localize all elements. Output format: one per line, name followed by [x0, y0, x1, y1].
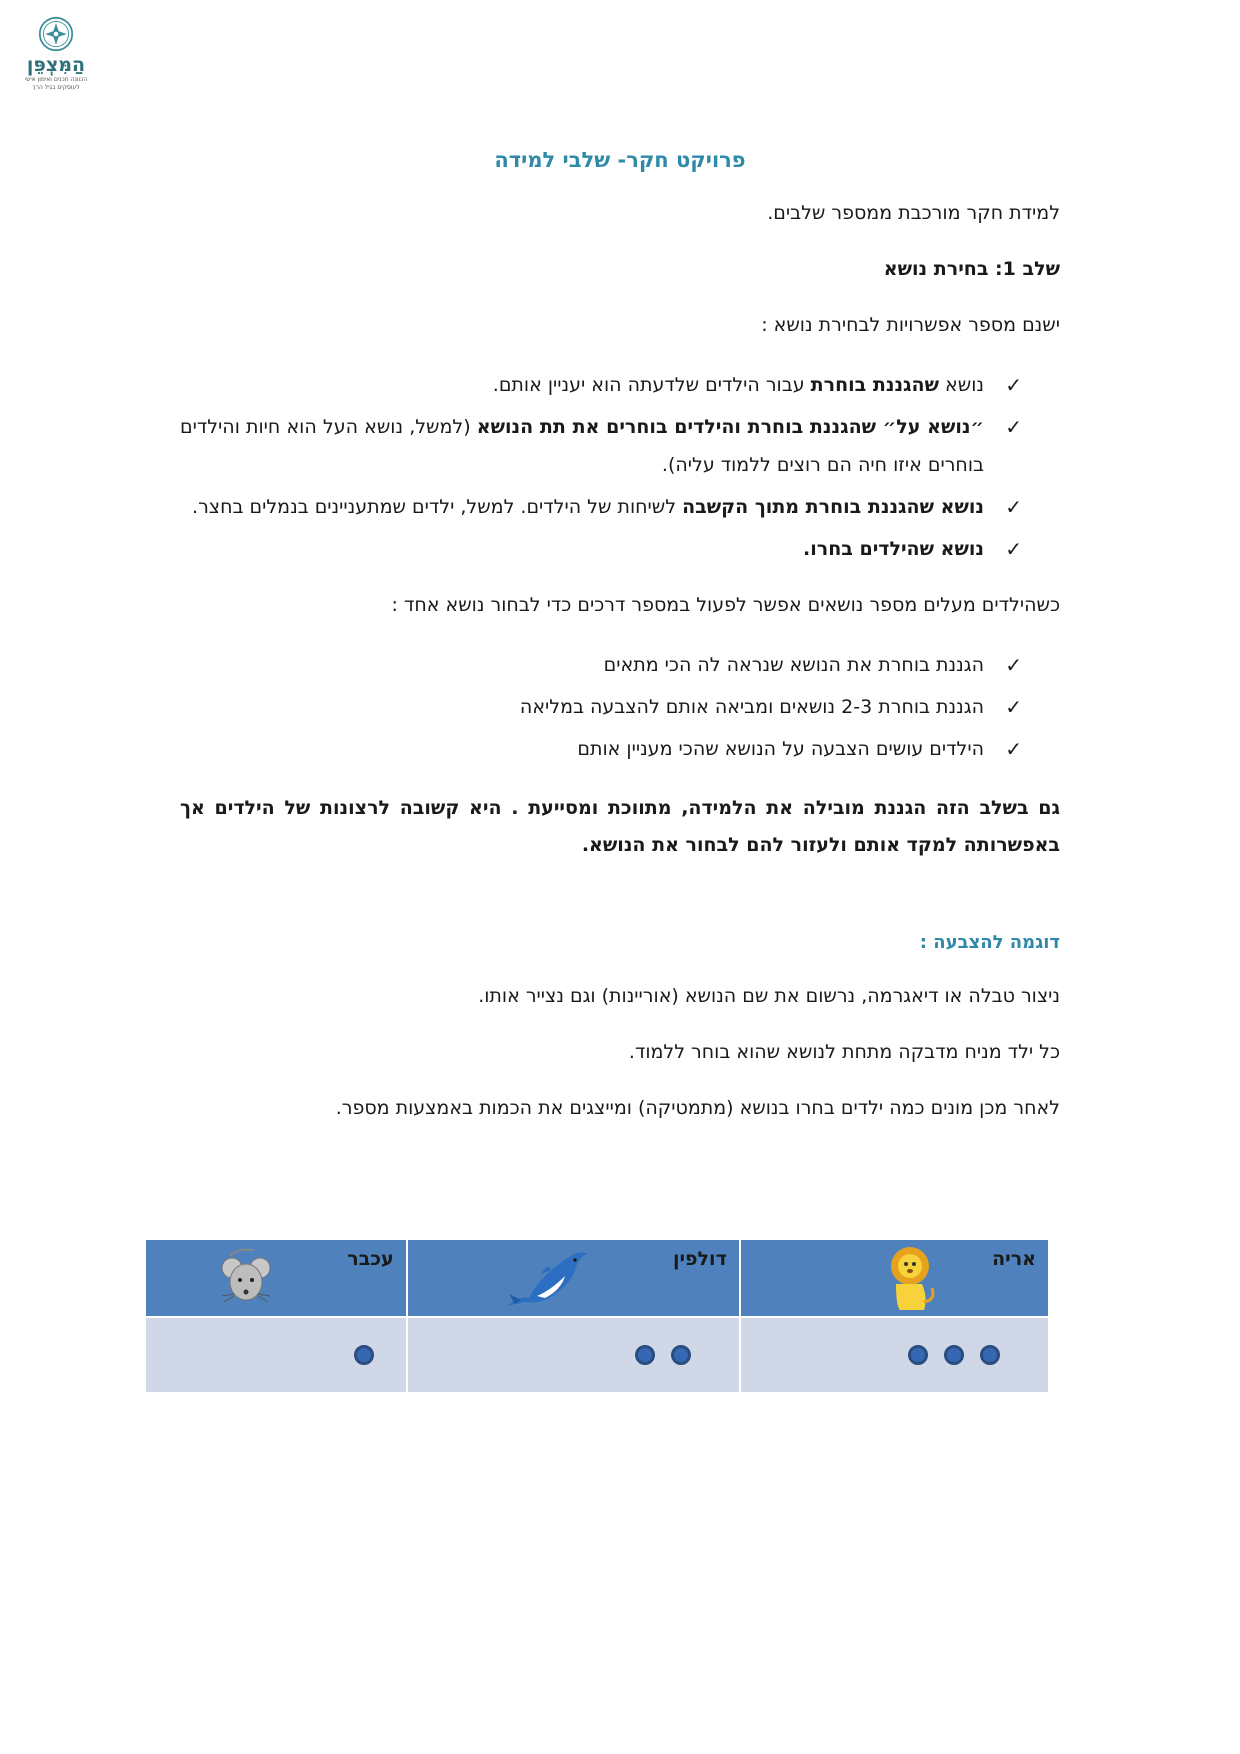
way-text: הגננת בוחרת את הנושא שנראה לה הכי מתאים: [603, 654, 984, 676]
summary-paragraph: גם בשלב הזה הגננת מובילה את הלמידה, מתווכת ומסייעת . היא קשובה לרצונות של הילדים אך באפשרותה למקד אותם ולעזור להם לבחור את הנושא.: [180, 797, 1060, 856]
logo-tagline-2: לעוסקים בגיל הרך: [32, 84, 80, 91]
way-text: הגננת בוחרת 2-3 נושאים ומביאה אותם להצבעה במליאה: [519, 696, 984, 718]
list-item: [180, 646, 1060, 684]
option-bold: ״נושא על״ שהגננת בוחרת והילדים בוחרים את תת הנושא: [476, 416, 984, 438]
multi-lead: כשהילדים מעלים מספר נושאים אפשר לפעול במספר דרכים כדי לבחור נושא אחד :: [391, 594, 1060, 616]
column-label: אריה: [992, 1248, 1036, 1270]
list-item: [180, 688, 1060, 726]
check-mark-icon: ✓: [1005, 653, 1022, 677]
check-mark-icon: ✓: [1005, 695, 1022, 719]
votes-cell-lion: [740, 1317, 1049, 1393]
votes-cell-mouse: [145, 1317, 407, 1393]
mouse-icon: [214, 1246, 278, 1306]
option-text: [493, 374, 984, 396]
list-item: [180, 366, 1060, 404]
vote-sticker: [980, 1345, 1000, 1365]
vote-sticker: [944, 1345, 964, 1365]
option-post: לשיחות של הילדים. למשל, ילדים שמתעניינים בנמלים בחצר.: [192, 496, 683, 518]
check-mark-icon: ✓: [1005, 737, 1022, 761]
column-header-dolphin: [407, 1239, 740, 1317]
vote-sticker: [635, 1345, 655, 1365]
logo-name: הַמִּצְפֵּן: [26, 54, 86, 76]
ways-list: [180, 646, 1060, 768]
check-mark-icon: ✓: [1005, 537, 1022, 561]
options-list: [180, 366, 1060, 568]
document-body: [180, 140, 1060, 1149]
vote-dots: [900, 1318, 1008, 1392]
option-text: [180, 416, 984, 476]
list-item: [180, 408, 1060, 484]
option-bold: שהגננת בוחרת: [810, 374, 939, 396]
check-mark-icon: ✓: [1005, 495, 1022, 519]
vote-sticker: [671, 1345, 691, 1365]
check-mark-icon: ✓: [1005, 373, 1022, 397]
list-item: [180, 530, 1060, 568]
logo-tagline: הכוונה תכנים ואימון אישי: [24, 76, 88, 83]
example-heading: דוגמה להצבעה :: [919, 932, 1060, 953]
option-text: [803, 538, 984, 560]
vote-dots: [346, 1318, 382, 1392]
list-item: [180, 488, 1060, 526]
logo: [16, 16, 96, 92]
way-text: הילדים עושים הצבעה על הנושא שהכי מעניין אותם: [577, 738, 984, 760]
table-row: [145, 1317, 1049, 1393]
option-bold: נושא שהילדים בחרו.: [803, 538, 984, 560]
stage-heading: שלב 1: בחירת נושא: [883, 258, 1060, 280]
vote-table: [144, 1238, 1050, 1394]
vote-sticker: [354, 1345, 374, 1365]
vote-sticker: [908, 1345, 928, 1365]
option-text: [192, 496, 984, 518]
example-step: לאחר מכן מונים כמה ילדים בחרו בנושא (מתמטיקה) ומייצגים את הכמות באמצעות מספר.: [335, 1097, 1060, 1119]
table-header-row: [145, 1239, 1049, 1317]
votes-cell-dolphin: [407, 1317, 740, 1393]
column-label: דולפין: [672, 1248, 727, 1270]
list-item: [180, 730, 1060, 768]
check-mark-icon: ✓: [1005, 415, 1022, 439]
column-header-mouse: [145, 1239, 407, 1317]
page-title: פרויקט חקר- שלבי למידה: [494, 148, 746, 172]
intro-paragraph: למידת חקר מורכבת ממספר שלבים.: [767, 202, 1060, 224]
example-step: ניצור טבלה או דיאגרמה, נרשום את שם הנושא (אוריינות) וגם נצייר אותו.: [478, 985, 1060, 1007]
options-lead: ישנם מספר אפשרויות לבחירת נושא :: [761, 314, 1060, 336]
option-post: (למשל, נושא העל הוא חיות והילדים בוחרים איזו חיה הם רוצים ללמוד עליה).: [180, 416, 984, 476]
option-bold: נושא שהגננת בוחרת מתוך הקשבה: [682, 496, 984, 518]
column-header-lion: [740, 1239, 1049, 1317]
option-pre: נושא: [939, 374, 984, 396]
lion-icon: [886, 1244, 938, 1314]
example-step: כל ילד מניח מדבקה מתחת לנושא שהוא בוחר ללמוד.: [628, 1041, 1060, 1063]
column-label: עכבר: [347, 1248, 394, 1270]
compass-flower-icon: [38, 16, 74, 52]
dolphin-icon: [501, 1244, 591, 1312]
vote-dots: [627, 1318, 699, 1392]
option-post: עבור הילדים שלדעתה הוא יעניין אותם.: [492, 374, 811, 396]
